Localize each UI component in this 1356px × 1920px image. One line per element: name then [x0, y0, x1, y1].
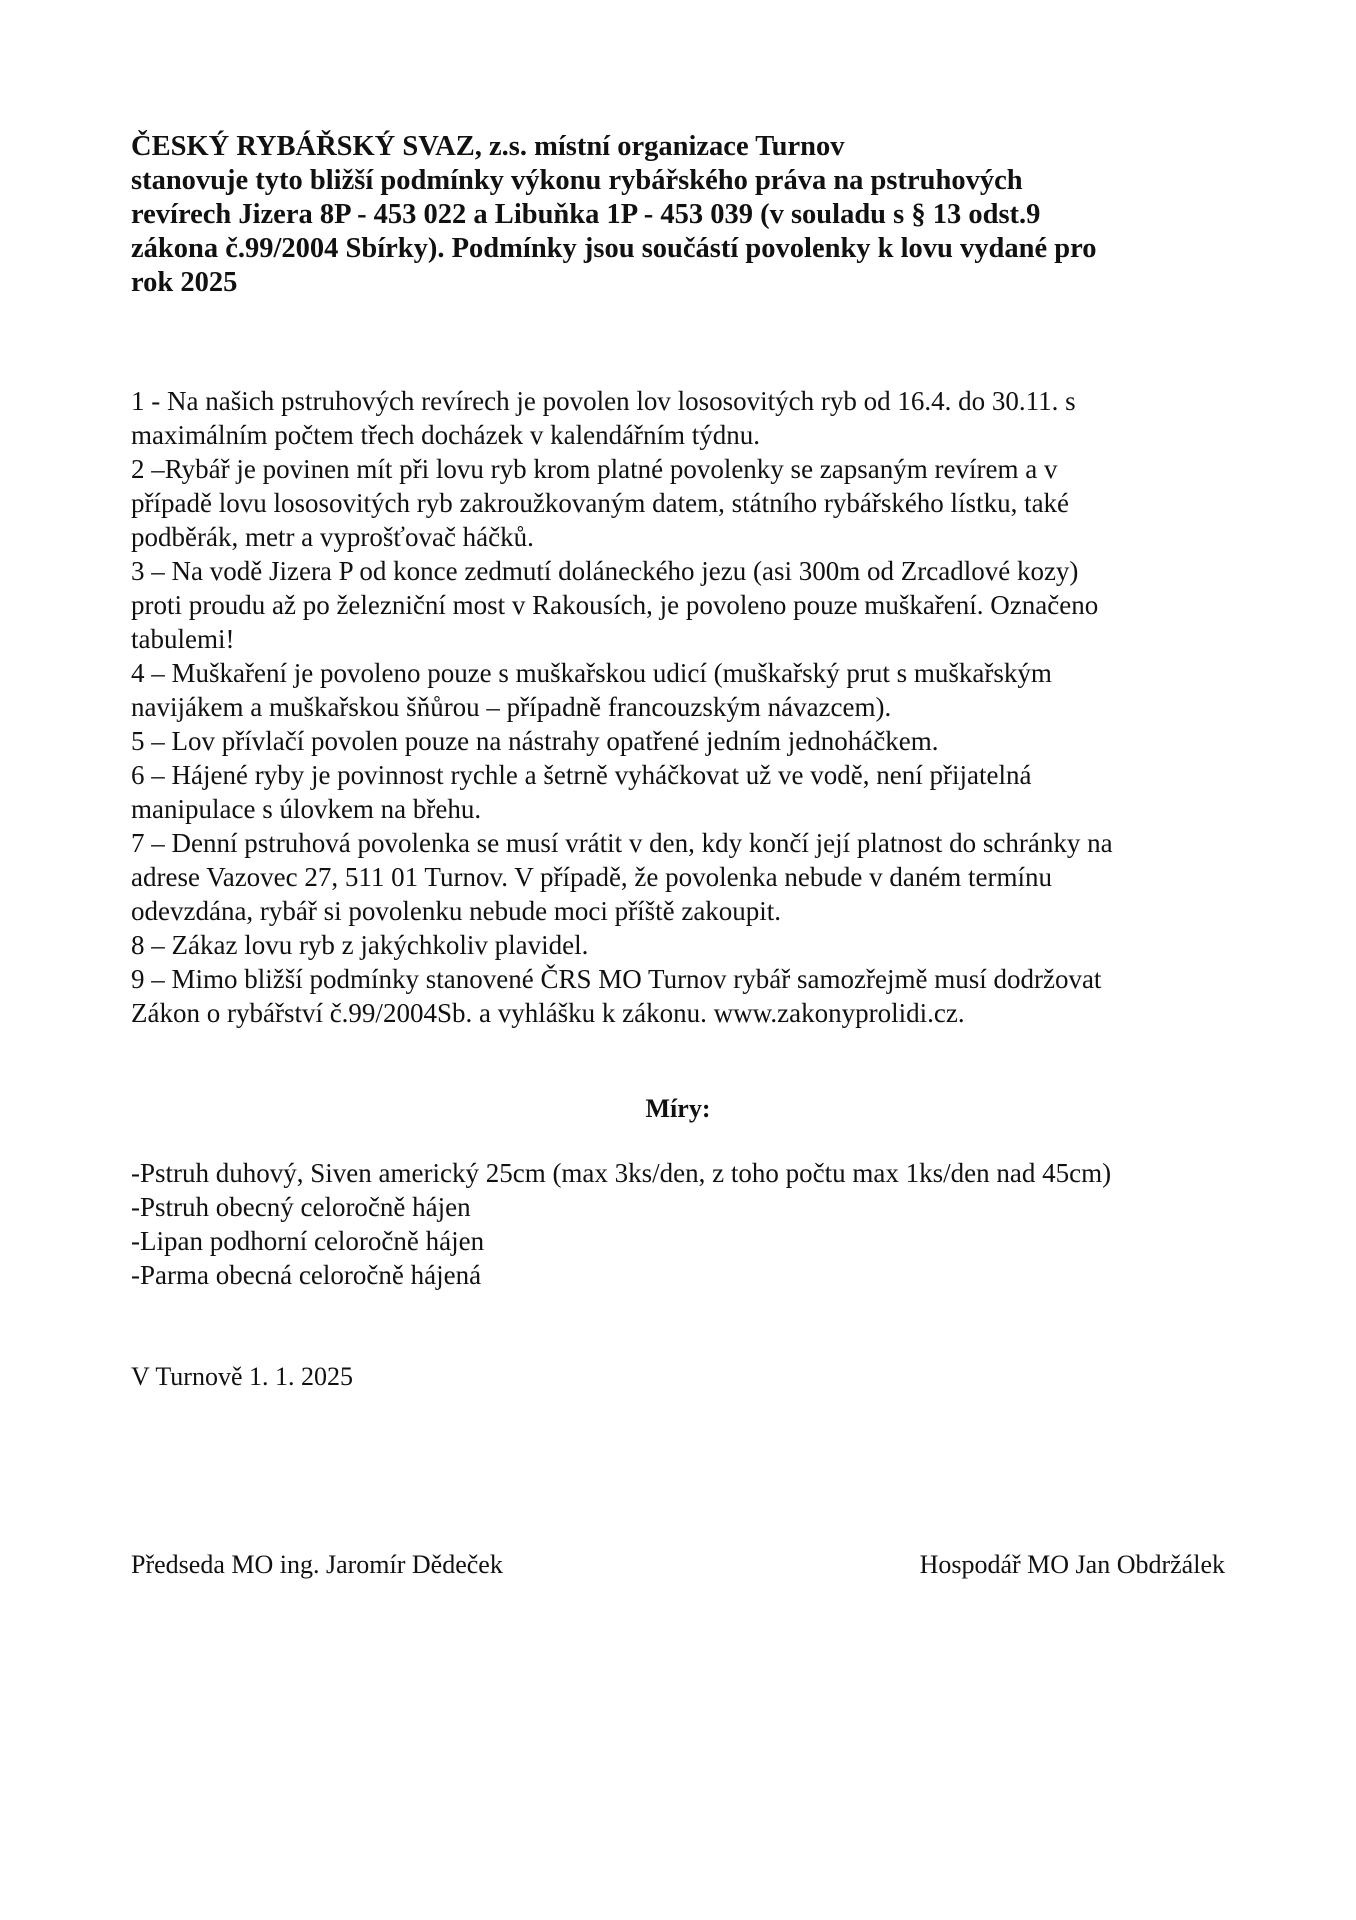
rule-line: manipulace s úlovkem na břehu.: [131, 794, 482, 824]
rule-line: proti proudu až po železniční most v Rakousích, je povoleno pouze muškaření. Označeno: [131, 590, 1099, 620]
rule-line: 8 – Zákaz lovu ryb z jakýchkoliv plavidel.: [131, 930, 589, 960]
header-line: zákona č.99/2004 Sbírky). Podmínky jsou součástí povolenky k lovu vydané pro: [131, 233, 1097, 264]
rule-line: navijákem a muškařskou šňůrou – případně francouzským návazcem).: [131, 692, 892, 722]
document-date: V Turnově 1. 1. 2025: [131, 1362, 354, 1391]
rule-line: Zákon o rybářství č.99/2004Sb. a vyhlášku k zákonu. www.zakonyprolidi.cz.: [131, 998, 965, 1028]
signature-manager: Hospodář MO Jan Obdržálek: [919, 1550, 1225, 1579]
rule-line: 3 – Na vodě Jizera P od konce zedmutí doláneckého jezu (asi 300m od Zrcadlové kozy): [131, 556, 1079, 586]
rule-line: tabulemi!: [131, 624, 235, 654]
rule-line: případě lovu lososovitých ryb zakroužkovaným datem, státního rybářského lístku, také: [131, 488, 1070, 518]
header-line: rok 2025: [131, 267, 238, 298]
rule-line: 1 - Na našich pstruhových revírech je povolen lov lososovitých ryb od 16.4. do 30.11. s: [131, 386, 1076, 416]
measures-list: [131, 1156, 1251, 1292]
rule-line: 2 –Rybář je povinen mít při lovu ryb krom platné povolenky se zapsaným revírem a v: [131, 454, 1058, 484]
measure-line: -Lipan podhorní celoročně hájen: [131, 1226, 485, 1256]
rule-line: podběrák, metr a vyprošťovač háčků.: [131, 522, 534, 552]
rule-line: maximálním počtem třech docházek v kalendářním týdnu.: [131, 420, 761, 450]
rule-line: 4 – Muškaření je povoleno pouze s muškařskou udicí (muškařský prut s muškařským: [131, 658, 1052, 688]
signature-chairman: Předseda MO ing. Jaromír Dědeček: [131, 1550, 503, 1579]
measure-line: -Pstruh duhový, Siven americký 25cm (max 3ks/den, z toho počtu max 1ks/den nad 45cm): [131, 1158, 1112, 1188]
rule-line: 7 – Denní pstruhová povolenka se musí vrátit v den, kdy končí její platnost do schránky na: [131, 828, 1113, 858]
rules-list: [131, 384, 1251, 1030]
rule-line: 9 – Mimo bližší podmínky stanovené ČRS MO Turnov rybář samozřejmě musí dodržovat: [131, 964, 1102, 994]
rule-line: odevzdána, rybář si povolenku nebude moci příště zakoupit.: [131, 896, 782, 926]
header-line: ČESKÝ RYBÁŘSKÝ SVAZ, z.s. místní organizace Turnov: [131, 131, 845, 162]
rule-line: adrese Vazovec 27, 511 01 Turnov. V případě, že povolenka nebude v daném termínu: [131, 862, 1053, 892]
document-header: [131, 130, 1231, 300]
rule-line: 5 – Lov přívlačí povolen pouze na nástrahy opatřené jedním jednoháčkem.: [131, 726, 939, 756]
header-line: revírech Jizera 8P - 453 022 a Libuňka 1P - 453 039 (v souladu s § 13 odst.9: [131, 199, 1041, 230]
measure-line: -Parma obecná celoročně hájená: [131, 1260, 482, 1290]
measures-title: Míry:: [645, 1094, 711, 1123]
header-line: stanovuje tyto bližší podmínky výkonu rybářského práva na pstruhových: [131, 165, 1023, 196]
measure-line: -Pstruh obecný celoročně hájen: [131, 1192, 471, 1222]
rule-line: 6 – Hájené ryby je povinnost rychle a šetrně vyháčkovat už ve vodě, není přijatelná: [131, 760, 1032, 790]
